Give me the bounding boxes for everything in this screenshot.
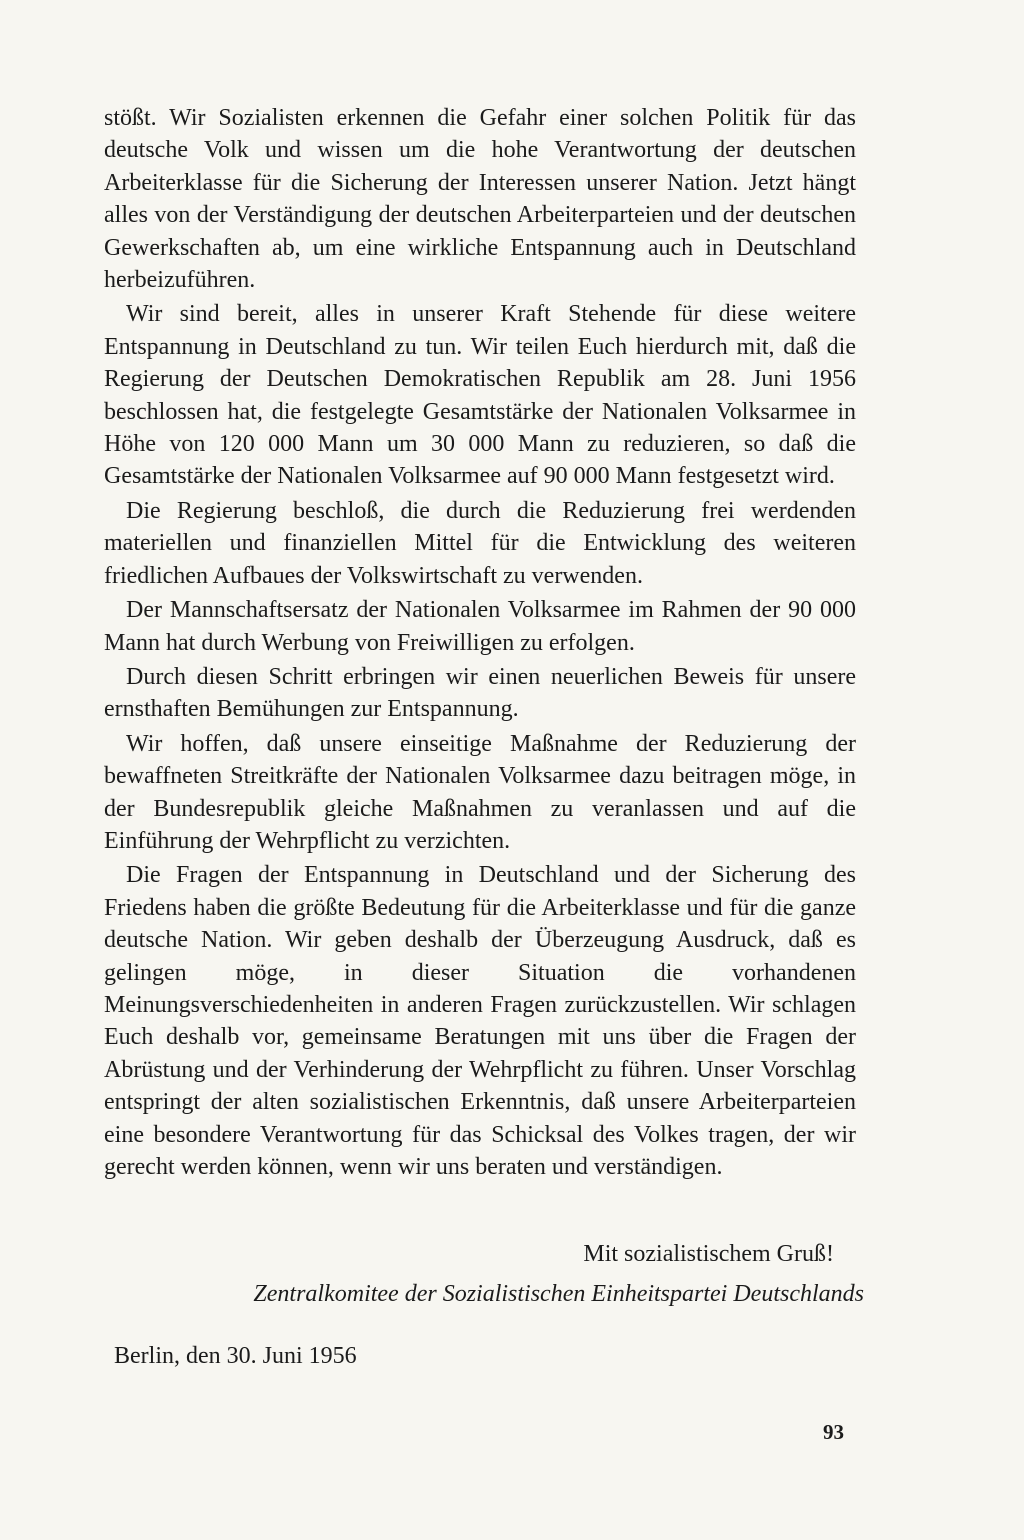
paragraph-3: Die Regierung beschloß, die durch die Reduzierung frei werdenden materiellen und finanziellen Mittel für die Entwicklung des weiteren friedlichen Aufbaues der Volkswirtschaft zu verwenden.: [104, 497, 856, 589]
page-number: 93: [823, 1420, 844, 1444]
closing-greeting: Mit sozialistischem Gruß!: [583, 1241, 834, 1267]
signature: Zentralkomitee der Sozialistischen Einheitspartei Deutschlands: [253, 1281, 864, 1307]
body-text: [104, 102, 856, 1185]
paragraph-5: Durch diesen Schritt erbringen wir einen neuerlichen Beweis für unsere ernsthaften Bemühungen zur Entspannung.: [104, 663, 856, 723]
paragraph-1: stößt. Wir Sozialisten erkennen die Gefahr einer solchen Politik für das deutsche Volk und wissen um die hohe Verantwortung der deutschen Arbeiterklasse für die Sicherung der Interessen unserer Nation. Jetzt hängt alles von der Verständigung der deutschen Arbeiterparteien und der deutschen Gewerkschaften ab, um eine wirkliche Entspannung auch in Deutschland herbeizuführen.: [104, 105, 856, 294]
place-date: Berlin, den 30. Juni 1956: [114, 1343, 357, 1369]
paragraph-4: Der Mannschaftsersatz der Nationalen Volksarmee im Rahmen der 90 000 Mann hat durch Werbung von Freiwilligen zu erfolgen.: [104, 597, 856, 656]
paragraph-7: Die Fragen der Entspannung in Deutschland und der Sicherung des Friedens haben die größte Bedeutung für die Arbeiterklasse und für die ganze deutsche Nation. Wir geben deshalb der Überzeugung Ausdruck, daß es gelingen möge, in dieser Situation die vorhandenen Meinungsverschiedenheiten in anderen Fragen zurückzustellen. Wir schlagen Euch deshalb vor, gemeinsame Beratungen mit uns über die Fragen der Abrüstung und der Verhinderung der Wehrpflicht zu führen. Unser Vorschlag entspringt der alten sozialistischen Erkenntnis, daß unsere Arbeiterparteien eine besondere Verantwortung für das Schicksal des Volkes tragen, der wir gerecht werden können, wenn wir uns beraten und verständigen.: [104, 862, 856, 1180]
paragraph-6: Wir hoffen, daß unsere einseitige Maßnahme der Reduzierung der bewaffneten Streitkräfte der Nationalen Volksarmee dazu beitragen möge, in der Bundesrepublik gleiche Maßnahmen zu veranlassen und auf die Einführung der Wehrpflicht zu verzichten.: [104, 730, 856, 854]
paragraph-2: Wir sind bereit, alles in unserer Kraft Stehende für diese weitere Entspannung in Deutschland zu tun. Wir teilen Euch hierdurch mit, daß die Regierung der Deutschen Demokratischen Republik am 28. Juni 1956 beschlossen hat, die festgelegte Gesamtstärke der Nationalen Volksarmee in Höhe von 120 000 Mann um 30 000 Mann zu reduzieren, so daß die Gesamtstärke der Nationalen Volksarmee auf 90 000 Mann festgesetzt wird.: [104, 301, 856, 490]
